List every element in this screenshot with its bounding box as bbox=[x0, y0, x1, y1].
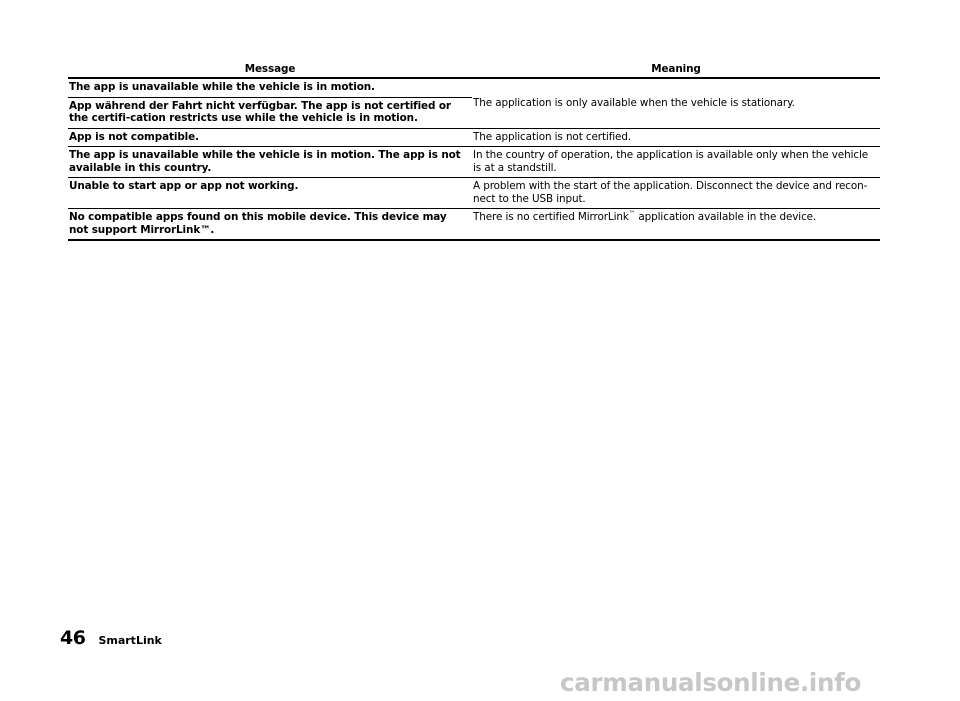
meaning-cell: The application is only available when the vehicle is stationary. bbox=[472, 78, 880, 128]
table-header-row bbox=[68, 62, 880, 78]
message-table bbox=[68, 62, 880, 241]
table-row bbox=[68, 147, 880, 178]
table-body bbox=[68, 78, 880, 240]
meaning-cell: The application is not certified. bbox=[472, 128, 880, 147]
message-cell: Unable to start app or app not working. bbox=[68, 178, 472, 209]
meaning-text-end: application available in the device. bbox=[635, 211, 817, 223]
column-header-message: Message bbox=[244, 63, 296, 75]
message-cell: The app is unavailable while the vehicle is in motion. The app is not available in this country. bbox=[68, 147, 472, 178]
message-cell: The app is unavailable while the vehicle is in motion. bbox=[68, 78, 472, 97]
message-cell: App is not compatible. bbox=[68, 128, 472, 147]
meaning-cell: A problem with the start of the application. Disconnect the device and recon-nect to the USB input. bbox=[472, 178, 880, 209]
page-footer bbox=[60, 627, 162, 651]
section-title: SmartLink bbox=[98, 634, 162, 647]
message-cell: App während der Fahrt nicht verfügbar. The app is not certified or the certifi-cation restricts use while the vehicle is in motion. bbox=[68, 97, 472, 128]
message-cell: No compatible apps found on this mobile device. This device may not support MirrorLink™. bbox=[68, 209, 472, 241]
meaning-cell bbox=[472, 209, 880, 241]
page-number: 46 bbox=[60, 627, 86, 649]
table-row bbox=[68, 78, 880, 97]
meaning-cell: In the country of operation, the application is available only when the vehicle is at a standstill. bbox=[472, 147, 880, 178]
table-row bbox=[68, 128, 880, 147]
table-header bbox=[68, 62, 880, 78]
table-row bbox=[68, 209, 880, 241]
watermark: carmanualsonline.info bbox=[560, 668, 862, 697]
table-row bbox=[68, 178, 880, 209]
trademark-symbol: ™ bbox=[628, 209, 636, 218]
column-header-meaning: Meaning bbox=[651, 63, 701, 75]
meaning-text-start: There is no certified MirrorLink bbox=[473, 211, 629, 223]
